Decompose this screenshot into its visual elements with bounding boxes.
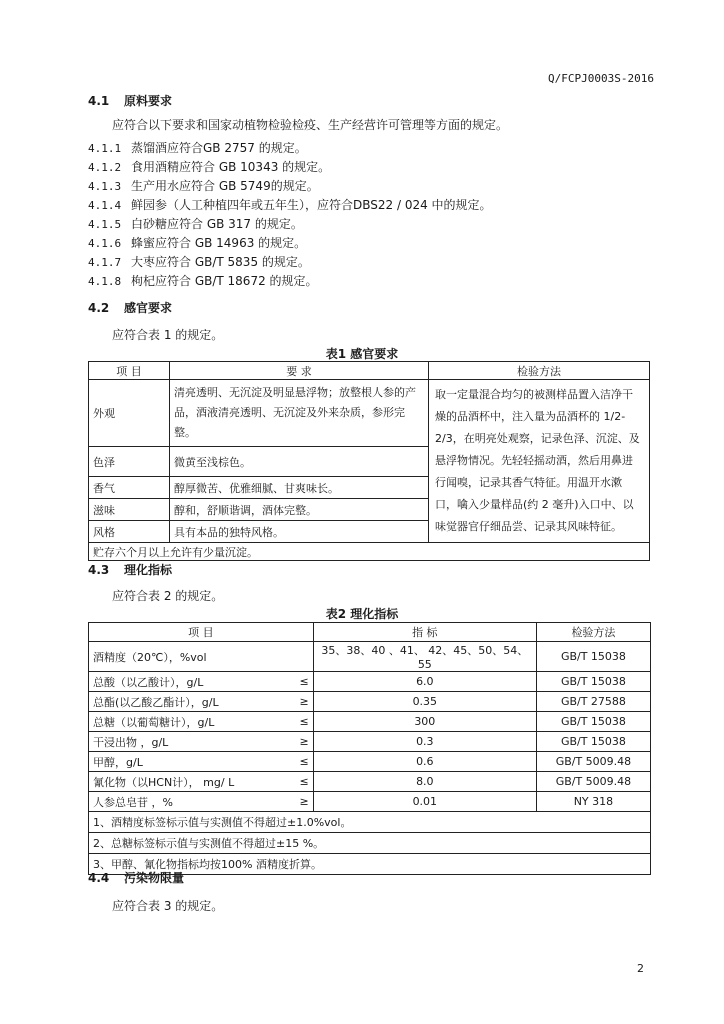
table1-caption: 表1 感官要求 [325, 347, 399, 361]
test-method: GB/T 15038 [536, 672, 650, 692]
column-header: 要 求 [170, 362, 429, 380]
requirement-cell: 醇和，舒顺谐调，酒体完整。 [170, 499, 429, 521]
comparison-symbol: ≥ [280, 692, 313, 712]
table2-caption: 表2 理化指标 [325, 607, 399, 621]
test-method: NY 318 [536, 792, 650, 812]
indicator-name: 氰化物（以HCN计）， mg/ L [89, 772, 281, 792]
comparison-symbol: ≤ [280, 712, 313, 732]
indicator-value: 0.35 [313, 692, 536, 712]
table-row [89, 672, 651, 692]
list-item [88, 253, 492, 272]
column-header: 检验方法 [536, 623, 650, 642]
requirement-cell: 具有本品的独特风格。 [170, 521, 429, 543]
item-cell: 滋味 [89, 499, 170, 521]
table-row [89, 752, 651, 772]
indicator-name: 酒精度（20℃），%vol [89, 642, 281, 672]
table-note-row [89, 543, 650, 561]
item-text: 蜂蜜应符合 GB 14963 的规定。 [131, 236, 307, 250]
test-method: GB/T 15038 [536, 712, 650, 732]
list-item [88, 139, 492, 158]
list-item [88, 234, 492, 253]
item-number: 4.1.5 [88, 218, 122, 231]
item-number: 4.1.7 [88, 256, 122, 269]
section-4-3-intro: 应符合表 2 的规定。 [112, 589, 224, 603]
indicator-value: 0.3 [313, 732, 536, 752]
section-4-1-intro: 应符合以下要求和国家动植物检验检疫、生产经营许可管理等方面的规定。 [112, 118, 509, 132]
table-note: 贮存六个月以上允许有少量沉淀。 [89, 543, 650, 561]
table-row [89, 380, 650, 447]
table-footnote: 2、总糖标签标示值与实测值不得超过±15 %。 [89, 833, 651, 854]
table-footnote: 1、酒精度标签标示值与实测值不得超过±1.0%vol。 [89, 812, 651, 833]
indicator-name: 总酯(以乙酸乙酯计），g/L [89, 692, 281, 712]
comparison-symbol: ≥ [280, 732, 313, 752]
indicator-value: 300 [313, 712, 536, 732]
table-footnote-row [89, 833, 651, 854]
item-number: 4.1.6 [88, 237, 122, 250]
table-footnote: 3、甲醇、氰化物指标均按100% 酒精度折算。 [89, 854, 651, 875]
table-row [89, 732, 651, 752]
list-item [88, 158, 492, 177]
physicochemical-table [88, 622, 651, 875]
test-method: GB/T 27588 [536, 692, 650, 712]
column-header: 项 目 [89, 362, 170, 380]
section-4-3-heading [88, 561, 172, 578]
item-text: 生产用水应符合 GB 5749的规定。 [131, 179, 319, 193]
item-text: 鲜园参（人工种植四年或五年生），应符合DBS22 / 024 中的规定。 [131, 198, 492, 212]
item-cell: 色泽 [89, 446, 170, 477]
item-number: 4.1.4 [88, 199, 122, 212]
indicator-value: 0.01 [313, 792, 536, 812]
section-number: 4.1 [88, 94, 110, 108]
indicator-name: 甲醇，g/L [89, 752, 281, 772]
item-text: 白砂糖应符合 GB 317 的规定。 [131, 217, 303, 231]
section-4-4-heading [88, 869, 184, 886]
test-method: GB/T 5009.48 [536, 752, 650, 772]
column-header: 项 目 [89, 623, 314, 642]
comparison-symbol: ≥ [280, 792, 313, 812]
comparison-symbol: ≤ [280, 672, 313, 692]
item-text: 枸杞应符合 GB/T 18672 的规定。 [131, 274, 318, 288]
list-item [88, 215, 492, 234]
item-cell: 香气 [89, 477, 170, 499]
section-4-2-heading [88, 299, 172, 316]
table-footnote-row [89, 812, 651, 833]
item-number: 4.1.1 [88, 142, 122, 155]
indicator-name: 人参总皂苷 ，% [89, 792, 281, 812]
test-method: GB/T 15038 [536, 732, 650, 752]
item-number: 4.1.3 [88, 180, 122, 193]
table-row [89, 712, 651, 732]
requirement-cell: 清亮透明、无沉淀及明显悬浮物；放整根人参的产品，酒液清亮透明、无沉淀及外来杂质，参形完整。 [170, 380, 429, 447]
section-title: 感官要求 [124, 301, 173, 315]
list-item [88, 177, 492, 196]
list-item [88, 272, 492, 291]
section-title: 污染物限量 [124, 871, 185, 885]
table-row [89, 692, 651, 712]
item-text: 大枣应符合 GB/T 5835 的规定。 [131, 255, 310, 269]
column-header: 指 标 [313, 623, 536, 642]
test-method: GB/T 5009.48 [536, 772, 650, 792]
item-number: 4.1.2 [88, 161, 122, 174]
item-number: 4.1.8 [88, 275, 122, 288]
raw-material-list [88, 139, 492, 291]
sensory-requirements-table [88, 361, 650, 561]
indicator-name: 总糖（以葡萄糖计），g/L [89, 712, 281, 732]
comparison-symbol: ≤ [280, 772, 313, 792]
comparison-symbol [280, 642, 313, 672]
table-header-row [89, 623, 651, 642]
indicator-value: 6.0 [313, 672, 536, 692]
section-title: 理化指标 [124, 563, 173, 577]
comparison-symbol: ≤ [280, 752, 313, 772]
list-item [88, 196, 492, 215]
requirement-cell: 微黄至浅棕色。 [170, 446, 429, 477]
section-number: 4.4 [88, 871, 110, 885]
indicator-value: 8.0 [313, 772, 536, 792]
section-4-2-intro: 应符合表 1 的规定。 [112, 328, 224, 342]
column-header: 检验方法 [429, 362, 650, 380]
table-row [89, 792, 651, 812]
indicator-name: 干浸出物 ，g/L [89, 732, 281, 752]
table-row [89, 772, 651, 792]
section-4-1-heading [88, 92, 172, 109]
table-header-row [89, 362, 650, 380]
indicator-value: 35、38、40 、41、 42、45、50、54、55 [313, 642, 536, 672]
section-number: 4.3 [88, 563, 110, 577]
item-text: 食用酒精应符合 GB 10343 的规定。 [131, 160, 331, 174]
document-code: Q/FCPJ0003S-2016 [548, 72, 654, 85]
requirement-cell: 醇厚微苦、优雅细腻、甘爽味长。 [170, 477, 429, 499]
indicator-name: 总酸（以乙酸计），g/L [89, 672, 281, 692]
page-number: 2 [637, 962, 644, 975]
item-cell: 外观 [89, 380, 170, 447]
indicator-value: 0.6 [313, 752, 536, 772]
section-number: 4.2 [88, 301, 110, 315]
section-4-4-intro: 应符合表 3 的规定。 [112, 899, 224, 913]
section-title: 原料要求 [124, 94, 173, 108]
table-row [89, 642, 651, 672]
test-method: GB/T 15038 [536, 642, 650, 672]
method-cell: 取一定量混合均匀的被测样品置入洁净干燥的品酒杯中，注入量为品酒杯的 1/2-2/3，在明亮处观察，记录色泽、沉淀、及悬浮物情况。先轻轻摇动酒，然后用鼻进行闻嗅，记录其香气特征。用温开水漱口，噙入少量样品(约 2 毫升)入口中、以味觉器官仔细品尝、记录其风味特征。 [429, 380, 650, 543]
item-cell: 风格 [89, 521, 170, 543]
item-text: 蒸馏酒应符合GB 2757 的规定。 [131, 141, 307, 155]
